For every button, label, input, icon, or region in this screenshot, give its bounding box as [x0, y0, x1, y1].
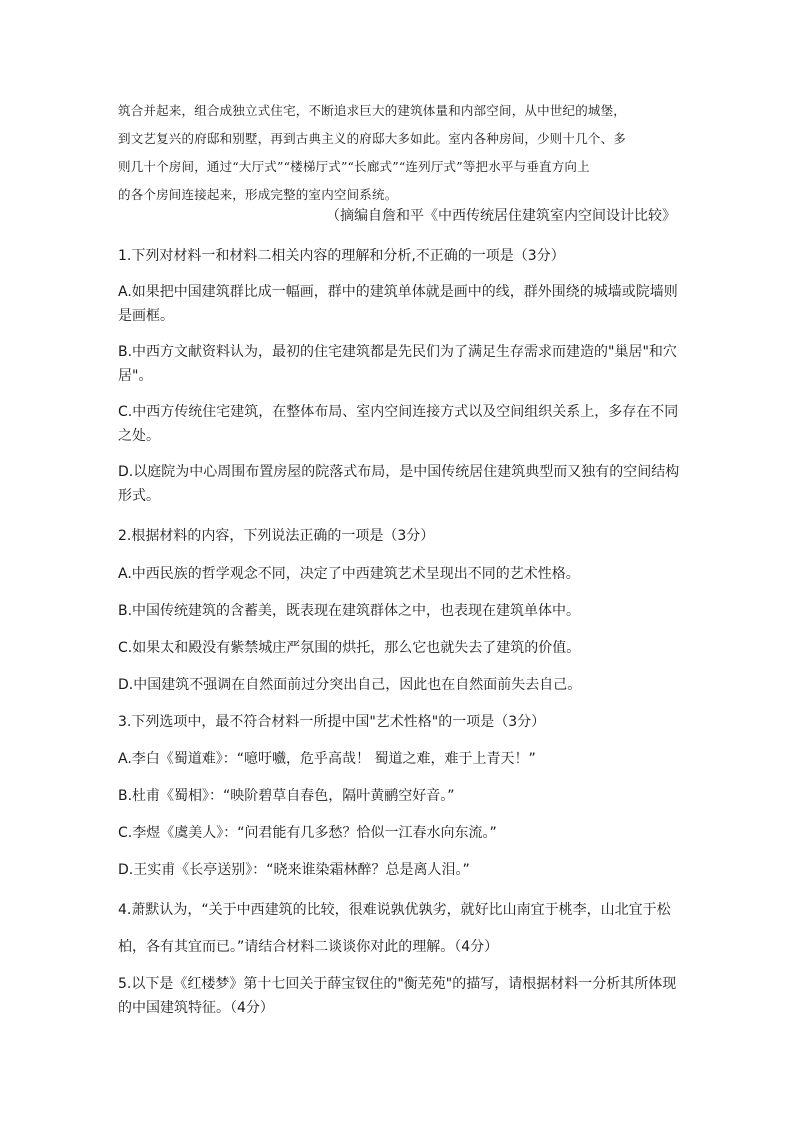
question-1-option-a: A.如果把中国建筑群比成一幅画，群中的建筑单体就是画中的线，群外围绕的城墙或院墙则是画框。 [118, 284, 678, 324]
question-2-option-c: C.如果太和殿没有紫禁城庄严氛围的烘托，那么它也就失去了建筑的价值。 [118, 640, 581, 656]
question-5-line-1: 5.以下是《红楼梦》第十七回关于薛宝钗住的"衡芜苑"的描写，请根据材料一分析其所体现 [118, 976, 677, 992]
question-5-line-2: 的中国建筑特征。（4分） [118, 1000, 274, 1016]
question-4-line-1: 4.萧默认为，“关于中西建筑的比较，很难说孰优孰劣，就好比山南宜于桃李，山北宜于松 [118, 902, 671, 918]
question-2-option-b: B.中国传统建筑的含蓄美，既表现在建筑群体之中，也表现在建筑单体中。 [118, 603, 581, 619]
question-2-stem: 2.根据材料的内容，下列说法正确的一项是（3分） [118, 528, 435, 544]
passage-line: 的各个房间连接起来，形成完整的室内空间系统。 [118, 187, 398, 202]
question-2-option-d: D.中国建筑不强调在自然面前过分突出自己，因此也在自然面前失去自己。 [118, 677, 582, 693]
passage-continuation [118, 97, 686, 209]
question-1-option-b: B.中西方文献资料认为，最初的住宅建筑都是先民们为了满足生存需求而建造的"巢居"和穴居"。 [118, 344, 677, 384]
question-3-option-a: A.李白《蜀道难》：“噫吁嚱，危乎高哉！ 蜀道之难，难于上青天！” [118, 751, 536, 767]
passage-line: 到文艺复兴的府邸和别墅，再到古典主义的府邸大多如此。室内各种房间，少则十几个、多 [118, 131, 627, 146]
question-4-line-2: 柏，各有其宜而已。”请结合材料二谈谈你对此的理解。（4分） [118, 939, 499, 955]
passage-line: 则几十个房间，通过“大厅式”“楼梯厅式”“长廊式”“连列厅式”等把水平与垂直方向上 [118, 159, 590, 174]
question-1-option-d: D.以庭院为中心周围布置房屋的院落式布局，是中国传统居住建筑典型而又独有的空间结构形式。 [118, 464, 680, 504]
question-2-option-a: A.中西民族的哲学观念不同，决定了中西建筑艺术呈现出不同的艺术性格。 [118, 566, 580, 582]
question-1-stem: 1.下列对材料一和材料二相关内容的理解和分析,不正确的一项是（3分） [118, 248, 565, 264]
question-3-option-c: C.李煜《虞美人》：“问君能有几多愁？恰似一江春水向东流。” [118, 825, 497, 841]
question-3-option-b: B.杜甫《蜀相》：“映阶碧草自春色，隔叶黄鹂空好音。” [118, 788, 455, 804]
question-1-option-c: C.中西方传统住宅建筑，在整体布局、室内空间连接方式以及空间组织关系上，多存在不同之处。 [118, 404, 679, 444]
source-citation: （摘编自詹和平《中西传统居住建筑室内空间设计比较》 [326, 208, 676, 224]
question-3-stem: 3.下列选项中，最不符合材料一所提中国"艺术性格"的一项是（3分） [118, 714, 546, 730]
question-3-option-d: D.王实甫《长亭送别》：“晓来谁染霜林醉？总是离人泪。” [118, 862, 470, 878]
passage-line: 筑合并起来，组合成独立式住宅，不断追求巨大的建筑体量和内部空间，从中世纪的城堡， [118, 103, 627, 118]
